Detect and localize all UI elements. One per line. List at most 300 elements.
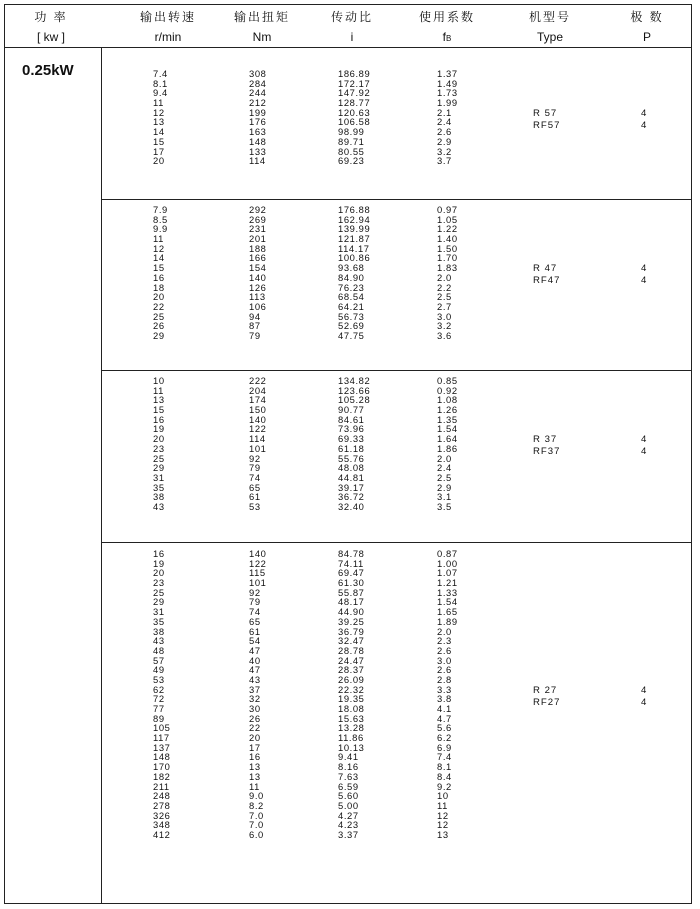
torque-cell: 7.0 [249, 819, 264, 831]
speed-cell: 9.9 [153, 223, 168, 235]
ratio-cell: 11.86 [338, 732, 364, 744]
ratio-column [338, 69, 370, 166]
torque-cell: 13 [249, 770, 261, 782]
ratio-cell: 61.30 [338, 577, 365, 589]
ratio-cell: 28.37 [338, 664, 365, 676]
fb-cell: 1.05 [437, 213, 458, 225]
ratio-cell: 39.17 [338, 481, 365, 493]
speed-cell: 19 [153, 557, 165, 569]
fb-cell: 12 [437, 809, 449, 821]
speed-cell: 43 [153, 500, 165, 512]
model-type [533, 685, 560, 708]
torque-cell: 122 [249, 423, 267, 435]
ratio-cell: 4.27 [338, 809, 359, 821]
speed-cell: 31 [153, 606, 165, 618]
fb-cell: 1.99 [437, 97, 458, 109]
torque-cell: 92 [249, 586, 261, 598]
fb-cell: 6.2 [437, 732, 452, 744]
fb-cell: 6.9 [437, 741, 452, 753]
fb-cell: 3.8 [437, 693, 452, 705]
torque-cell: 154 [249, 262, 267, 274]
ratio-cell: 13.28 [338, 722, 365, 734]
speed-cell: 15 [153, 135, 165, 147]
fb-column [437, 205, 458, 341]
speed-cell: 53 [153, 673, 165, 685]
torque-cell: 61 [249, 491, 261, 503]
speed-cell: 8.1 [153, 77, 168, 89]
fb-cell: 3.0 [437, 654, 452, 666]
torque-cell: 140 [249, 271, 267, 283]
ratio-cell: 19.35 [338, 693, 365, 705]
ratio-cell: 44.90 [338, 606, 365, 618]
torque-cell: 150 [249, 404, 267, 416]
torque-cell: 94 [249, 310, 261, 322]
speed-cell: 7.4 [153, 68, 168, 79]
ratio-column [338, 205, 370, 341]
speed-cell: 14 [153, 126, 165, 138]
ratio-cell: 56.73 [338, 310, 365, 322]
ratio-cell: 123.66 [338, 384, 371, 396]
torque-cell: 222 [249, 375, 267, 386]
ratio-cell: 48.08 [338, 462, 365, 474]
torque-cell: 201 [249, 233, 267, 245]
fb-cell: 1.35 [437, 413, 458, 425]
speed-cell: 105 [153, 722, 171, 734]
fb-cell: 2.4 [437, 462, 452, 474]
speed-cell: 89 [153, 712, 165, 724]
fb-cell: 2.9 [437, 481, 452, 493]
fb-cell: 1.86 [437, 442, 458, 454]
ratio-column [338, 549, 364, 840]
speed-cell: 170 [153, 761, 171, 773]
fb-cell: 0.85 [437, 375, 458, 386]
ratio-cell: 5.00 [338, 799, 359, 811]
header-torque-label: 输出扭矩 [233, 10, 290, 24]
speed-cell: 20 [153, 567, 165, 579]
speed-cell: 16 [153, 413, 165, 425]
speed-cell: 77 [153, 703, 165, 714]
header-speed [128, 9, 208, 45]
torque-cell: 37 [249, 683, 261, 695]
torque-cell: 284 [249, 77, 267, 89]
speed-cell: 9.4 [153, 87, 168, 99]
fb-cell: 3.3 [437, 683, 452, 695]
torque-cell: 7.0 [249, 809, 264, 821]
speed-cell: 148 [153, 751, 171, 763]
ratio-cell: 120.63 [338, 106, 371, 118]
torque-cell: 8.2 [249, 799, 264, 811]
torque-cell: 126 [249, 281, 267, 293]
ratio-cell: 18.08 [338, 703, 365, 714]
ratio-cell: 8.16 [338, 761, 359, 773]
header-ratio-label: 传动比 [330, 10, 373, 24]
torque-cell: 269 [249, 213, 267, 225]
speed-cell: 12 [153, 242, 165, 254]
fb-cell: 3.7 [437, 155, 452, 167]
fb-cell: 2.9 [437, 135, 452, 147]
fb-cell: 2.6 [437, 644, 452, 656]
speed-cell: 11 [153, 97, 164, 109]
ratio-cell: 98.99 [338, 126, 365, 138]
fb-cell: 11 [437, 799, 448, 811]
ratio-cell: 76.23 [338, 281, 365, 293]
speed-cell: 182 [153, 770, 171, 782]
speed-cell: 12 [153, 106, 165, 118]
header-poles-label: 极 数 [630, 10, 664, 24]
fb-cell: 1.54 [437, 423, 458, 435]
ratio-cell: 26.09 [338, 673, 365, 685]
fb-cell: 4.7 [437, 712, 452, 724]
ratio-cell: 24.47 [338, 654, 365, 666]
poles-value [641, 263, 646, 286]
torque-cell: 74 [249, 471, 261, 483]
fb-cell: 1.50 [437, 242, 458, 254]
speed-cell: 72 [153, 693, 165, 705]
torque-cell: 32 [249, 693, 261, 705]
torque-cell: 6.0 [249, 828, 264, 840]
speed-cell: 211 [153, 780, 170, 792]
fb-cell: 2.8 [437, 673, 452, 685]
speed-cell: 8.5 [153, 213, 168, 225]
fb-cell: 3.1 [437, 491, 452, 503]
torque-cell: 30 [249, 703, 261, 714]
fb-cell: 7.4 [437, 751, 452, 763]
ratio-cell: 44.81 [338, 471, 365, 483]
model-type [533, 263, 560, 286]
ratio-cell: 69.23 [338, 155, 365, 167]
torque-cell: 115 [249, 567, 266, 579]
speed-cell: 25 [153, 452, 165, 464]
ratio-cell: 128.77 [338, 97, 371, 109]
poles-line: 4 [641, 685, 647, 696]
speed-cell: 20 [153, 155, 165, 167]
speed-cell: 278 [153, 799, 171, 811]
ratio-column [338, 376, 370, 512]
header-type-label: 机型号 [528, 10, 571, 24]
fb-cell: 3.0 [437, 310, 452, 322]
fb-cell: 2.0 [437, 452, 452, 464]
fb-cell: 2.0 [437, 271, 452, 283]
model-line: RF37 [533, 445, 561, 457]
header-power-label: 功 率 [34, 10, 68, 24]
fb-cell: 1.40 [437, 233, 458, 245]
speed-column [153, 69, 168, 166]
speed-cell: 15 [153, 404, 165, 416]
speed-cell: 20 [153, 433, 165, 445]
ratio-cell: 39.25 [338, 615, 365, 627]
speed-cell: 17 [153, 145, 165, 157]
fb-cell: 5.6 [437, 722, 452, 734]
torque-cell: 47 [249, 664, 261, 676]
torque-cell: 106 [249, 300, 267, 312]
header-ratio [317, 9, 387, 45]
header-power-unit: [ kw ] [36, 30, 65, 44]
ratio-cell: 47.75 [338, 329, 365, 341]
header-speed-unit: r/min [154, 30, 182, 44]
speed-cell: 15 [153, 262, 165, 274]
poles-value [641, 685, 646, 708]
fb-column [437, 376, 458, 512]
speed-cell: 23 [153, 442, 165, 454]
fb-column [437, 69, 458, 166]
fb-cell: 1.33 [437, 586, 458, 598]
torque-cell: 292 [249, 204, 267, 215]
poles-line: 4 [641, 696, 647, 708]
fb-cell: 1.08 [437, 394, 458, 406]
model-line: R 37 [533, 434, 558, 446]
speed-column [153, 376, 165, 512]
fb-cell: 1.64 [437, 433, 458, 445]
header-factor-label: 使用系数 [418, 10, 475, 24]
fb-cell: 1.07 [437, 567, 458, 579]
ratio-cell: 6.59 [338, 780, 359, 792]
speed-cell: 31 [153, 471, 165, 483]
torque-cell: 308 [249, 68, 267, 79]
ratio-cell: 3.37 [338, 828, 359, 840]
model-line: RF27 [533, 696, 561, 708]
torque-column [249, 549, 266, 840]
speed-cell: 38 [153, 625, 165, 637]
header-speed-label: 输出转速 [139, 10, 196, 24]
speed-cell: 326 [153, 809, 171, 821]
torque-cell: 61 [249, 625, 261, 637]
model-type [533, 434, 560, 457]
speed-cell: 23 [153, 577, 165, 589]
torque-cell: 54 [249, 635, 261, 647]
fb-cell: 2.6 [437, 664, 452, 676]
header-ratio-unit: i [350, 30, 354, 44]
fb-cell: 2.0 [437, 625, 452, 637]
torque-cell: 22 [249, 722, 261, 734]
speed-cell: 137 [153, 741, 171, 753]
fb-cell: 3.5 [437, 500, 452, 512]
torque-cell: 188 [249, 242, 267, 254]
speed-cell: 16 [153, 271, 165, 283]
torque-cell: 204 [249, 384, 267, 396]
speed-cell: 26 [153, 320, 165, 332]
header-type [510, 9, 590, 45]
torque-cell: 140 [249, 413, 267, 425]
fb-cell: 1.65 [437, 606, 458, 618]
ratio-cell: 32.40 [338, 500, 365, 512]
speed-cell: 35 [153, 481, 165, 493]
ratio-cell: 5.60 [338, 790, 359, 802]
fb-cell: 8.1 [437, 761, 452, 773]
torque-cell: 212 [249, 97, 267, 109]
torque-cell: 114 [249, 155, 266, 167]
poles-value [641, 108, 646, 131]
torque-cell: 174 [249, 394, 267, 406]
poles-line: 4 [641, 119, 647, 131]
speed-cell: 19 [153, 423, 165, 435]
speed-cell: 10 [153, 375, 165, 386]
ratio-cell: 9.41 [338, 751, 359, 763]
poles-line: 4 [641, 445, 647, 457]
torque-cell: 244 [249, 87, 267, 99]
speed-cell: 7.9 [153, 204, 168, 215]
speed-cell: 35 [153, 615, 165, 627]
torque-cell: 11 [249, 780, 260, 792]
ratio-cell: 84.78 [338, 548, 365, 559]
fb-cell: 2.2 [437, 281, 452, 293]
fb-cell: 0.87 [437, 548, 458, 559]
ratio-cell: 74.11 [338, 557, 364, 569]
header-factor-unit: fB [442, 30, 452, 44]
speed-cell: 25 [153, 310, 165, 322]
fb-cell: 1.89 [437, 615, 458, 627]
fb-cell: 1.00 [437, 557, 458, 569]
model-line: R 57 [533, 108, 558, 119]
torque-cell: 199 [249, 106, 267, 118]
torque-cell: 79 [249, 462, 261, 474]
torque-cell: 9.0 [249, 790, 264, 802]
torque-cell: 65 [249, 481, 261, 493]
torque-column [249, 69, 266, 166]
ratio-cell: 28.78 [338, 644, 365, 656]
fb-cell: 2.4 [437, 116, 452, 128]
torque-cell: 43 [249, 673, 261, 685]
speed-cell: 38 [153, 491, 165, 503]
fb-cell: 1.49 [437, 77, 458, 89]
ratio-cell: 84.61 [338, 413, 365, 425]
torque-column [249, 205, 266, 341]
fb-cell: 2.1 [437, 106, 452, 118]
model-type [533, 108, 560, 131]
speed-cell: 14 [153, 252, 165, 264]
torque-cell: 79 [249, 596, 261, 608]
fb-cell: 8.4 [437, 770, 452, 782]
ratio-cell: 121.87 [338, 233, 371, 245]
torque-cell: 101 [249, 577, 267, 589]
speed-cell: 18 [153, 281, 165, 293]
torque-cell: 79 [249, 329, 261, 341]
ratio-cell: 61.18 [338, 442, 365, 454]
speed-cell: 117 [153, 732, 170, 744]
gear-section [101, 370, 692, 542]
header-factor [407, 9, 487, 47]
torque-cell: 17 [249, 741, 261, 753]
power-value: 0.25kW [22, 62, 74, 79]
header-torque [222, 9, 302, 45]
ratio-cell: 55.87 [338, 586, 365, 598]
poles-line: 4 [641, 274, 647, 286]
fb-cell: 0.97 [437, 204, 458, 215]
speed-cell: 22 [153, 300, 165, 312]
header-type-unit: Type [536, 30, 563, 44]
ratio-cell: 90.77 [338, 404, 365, 416]
torque-cell: 113 [249, 291, 266, 303]
speed-cell: 13 [153, 394, 165, 406]
speed-cell: 29 [153, 329, 165, 341]
model-line: R 27 [533, 685, 558, 696]
ratio-cell: 172.17 [338, 77, 371, 89]
speed-cell: 62 [153, 683, 165, 695]
ratio-cell: 100.86 [338, 252, 371, 264]
ratio-cell: 48.17 [338, 596, 365, 608]
torque-cell: 53 [249, 500, 261, 512]
ratio-cell: 84.90 [338, 271, 365, 283]
fb-cell: 1.54 [437, 596, 458, 608]
fb-cell: 1.21 [437, 577, 458, 589]
fb-cell: 2.6 [437, 126, 452, 138]
ratio-cell: 22.32 [338, 683, 365, 695]
torque-cell: 13 [249, 761, 261, 773]
speed-cell: 348 [153, 819, 171, 831]
poles-line: 4 [641, 108, 647, 119]
fb-cell: 1.73 [437, 87, 458, 99]
ratio-cell: 176.88 [338, 204, 371, 215]
torque-cell: 140 [249, 548, 267, 559]
fb-cell: 1.26 [437, 404, 458, 416]
speed-cell: 29 [153, 596, 165, 608]
fb-cell: 13 [437, 828, 449, 840]
torque-cell: 231 [249, 223, 267, 235]
torque-cell: 16 [249, 751, 261, 763]
speed-cell: 16 [153, 548, 165, 559]
torque-cell: 92 [249, 452, 261, 464]
ratio-cell: 52.69 [338, 320, 365, 332]
fb-cell: 0.92 [437, 384, 458, 396]
fb-cell: 9.2 [437, 780, 452, 792]
header-poles [612, 9, 682, 45]
fb-cell: 1.22 [437, 223, 458, 235]
gear-section [101, 542, 692, 904]
fb-cell: 4.1 [437, 703, 452, 714]
speed-cell: 43 [153, 635, 165, 647]
fb-cell: 10 [437, 790, 449, 802]
fb-cell: 3.2 [437, 145, 452, 157]
ratio-cell: 147.92 [338, 87, 371, 99]
gear-section [101, 48, 692, 199]
fb-column [437, 549, 458, 840]
speed-cell: 48 [153, 644, 165, 656]
ratio-cell: 68.54 [338, 291, 365, 303]
ratio-cell: 36.72 [338, 491, 365, 503]
speed-cell: 11 [153, 384, 164, 396]
ratio-cell: 186.89 [338, 68, 371, 79]
ratio-cell: 93.68 [338, 262, 365, 274]
speed-cell: 412 [153, 828, 171, 840]
gear-section [101, 199, 692, 370]
torque-column [249, 376, 266, 512]
speed-cell: 13 [153, 116, 165, 128]
fb-cell: 2.3 [437, 635, 452, 647]
ratio-cell: 69.33 [338, 433, 365, 445]
torque-cell: 133 [249, 145, 267, 157]
speed-cell: 248 [153, 790, 171, 802]
speed-cell: 20 [153, 291, 165, 303]
speed-column [153, 549, 170, 840]
ratio-cell: 106.58 [338, 116, 371, 128]
torque-cell: 148 [249, 135, 267, 147]
ratio-cell: 10.13 [338, 741, 365, 753]
torque-cell: 26 [249, 712, 261, 724]
torque-cell: 176 [249, 116, 267, 128]
fb-cell: 1.83 [437, 262, 458, 274]
speed-cell: 49 [153, 664, 165, 676]
fb-cell: 1.37 [437, 68, 458, 79]
torque-cell: 163 [249, 126, 267, 138]
speed-cell: 57 [153, 654, 165, 666]
ratio-cell: 32.47 [338, 635, 365, 647]
header-power [16, 9, 86, 45]
torque-cell: 114 [249, 433, 266, 445]
ratio-cell: 55.76 [338, 452, 365, 464]
torque-cell: 101 [249, 442, 267, 454]
model-line: R 47 [533, 263, 558, 275]
header-torque-unit: Nm [252, 30, 272, 44]
ratio-cell: 139.99 [338, 223, 371, 235]
